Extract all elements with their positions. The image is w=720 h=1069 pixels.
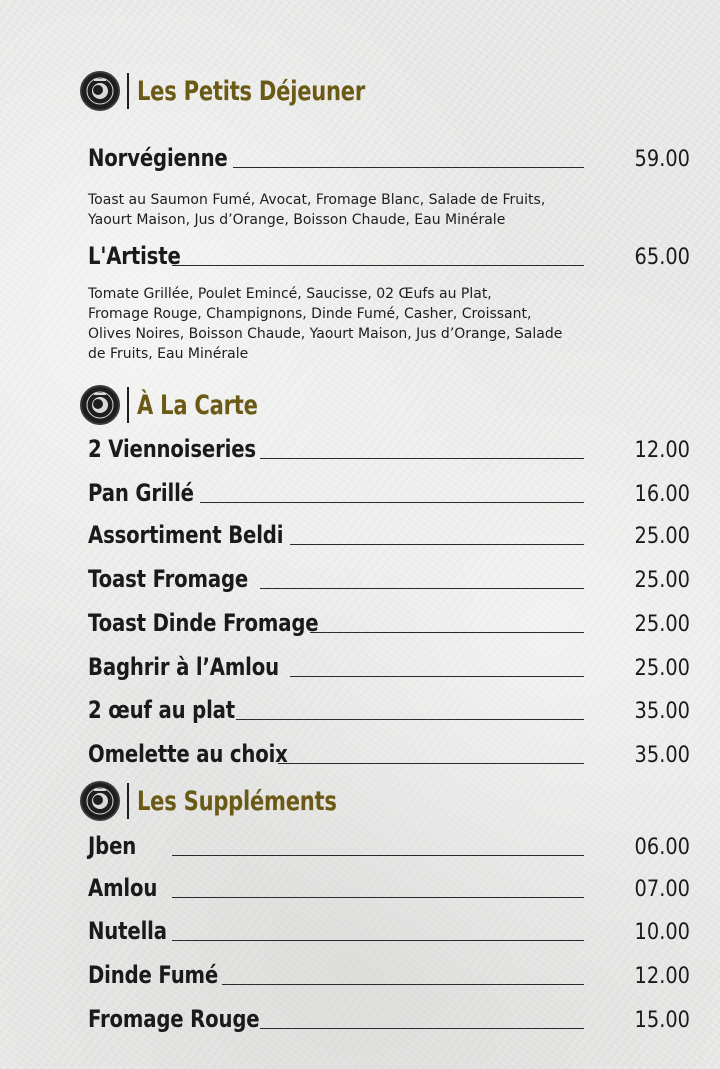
leader-line [172, 855, 584, 856]
leader-line [172, 940, 584, 941]
item-name: Omelette au choix [88, 740, 288, 768]
item-name: Fromage Rouge [88, 1005, 260, 1033]
header-divider [127, 783, 129, 819]
item-name: Toast Dinde Fromage [88, 609, 319, 637]
section-title: À La Carte [137, 389, 258, 421]
item-name: 2 œuf au plat [88, 696, 236, 724]
item-name: Amlou [88, 874, 158, 902]
item-price: 25.00 [634, 656, 690, 681]
leader-line [260, 458, 584, 459]
item-description: Tomate Grillée, Poulet Emincé, Saucisse, 02 Œufs au Plat, Fromage Rouge, Champignons, Dinde Fumé, Casher, Croissant, Olives Noires, Boisson Chaude, Yaourt Maison, Jus d’Orange, Salade de Fruits, Eau Minérale [88, 286, 563, 362]
item-price: 59.00 [634, 147, 690, 172]
item-name: Norvégienne [88, 144, 228, 172]
section-header-supplements [80, 781, 393, 821]
leader-line [310, 632, 584, 633]
item-price: 12.00 [634, 438, 690, 463]
restaurant-logo-icon [80, 385, 120, 425]
menu-item [88, 828, 690, 862]
item-price: 10.00 [634, 920, 690, 945]
item-price: 65.00 [634, 245, 690, 270]
menu-item [88, 649, 690, 683]
header-divider [127, 387, 129, 423]
item-price: 25.00 [634, 524, 690, 549]
menu-item [88, 238, 690, 272]
item-price: 15.00 [634, 1008, 690, 1033]
section-header-petits-dejeuner [80, 71, 429, 111]
menu-item [88, 692, 690, 726]
leader-line [290, 676, 584, 677]
item-name: Jben [88, 832, 137, 860]
leader-line [260, 588, 584, 589]
item-name: Toast Fromage [88, 565, 249, 593]
leader-line [200, 502, 584, 503]
menu-item [88, 957, 690, 991]
leader-line [236, 719, 584, 720]
menu-item [88, 736, 690, 770]
item-description: Toast au Saumon Fumé, Avocat, Fromage Blanc, Salade de Fruits, Yaourt Maison, Jus d’Orange, Boisson Chaude, Eau Minérale [88, 192, 546, 228]
menu-item [88, 1001, 690, 1035]
section-title: Les Petits Déjeuner [137, 75, 365, 107]
section-header-a-la-carte [80, 385, 292, 425]
leader-line [222, 984, 584, 985]
menu-item [88, 475, 690, 509]
item-name: Pan Grillé [88, 479, 194, 507]
menu-item [88, 561, 690, 595]
item-price: 35.00 [634, 743, 690, 768]
item-name: L'Artiste [88, 242, 181, 270]
restaurant-logo-icon [80, 781, 120, 821]
item-name: 2 Viennoiseries [88, 435, 256, 463]
menu-item [88, 913, 690, 947]
item-name: Dinde Fumé [88, 961, 219, 989]
item-price: 25.00 [634, 568, 690, 593]
item-price: 07.00 [634, 877, 690, 902]
leader-line [260, 1028, 584, 1029]
restaurant-logo-icon [80, 71, 120, 111]
leader-line [233, 167, 584, 168]
leader-line [172, 265, 584, 266]
item-name: Assortiment Beldi [88, 521, 284, 549]
header-divider [127, 73, 129, 109]
item-price: 16.00 [634, 482, 690, 507]
menu-item [88, 605, 690, 639]
leader-line [290, 544, 584, 545]
section-title: Les Suppléments [137, 785, 337, 817]
item-price: 35.00 [634, 699, 690, 724]
leader-line [278, 763, 584, 764]
leader-line [172, 897, 584, 898]
item-price: 06.00 [634, 835, 690, 860]
item-name: Nutella [88, 917, 167, 945]
item-price: 25.00 [634, 612, 690, 637]
menu-item [88, 431, 690, 465]
menu-item [88, 870, 690, 904]
item-price: 12.00 [634, 964, 690, 989]
item-name: Baghrir à l’Amlou [88, 653, 279, 681]
menu-item [88, 517, 690, 551]
menu-item [88, 140, 690, 174]
